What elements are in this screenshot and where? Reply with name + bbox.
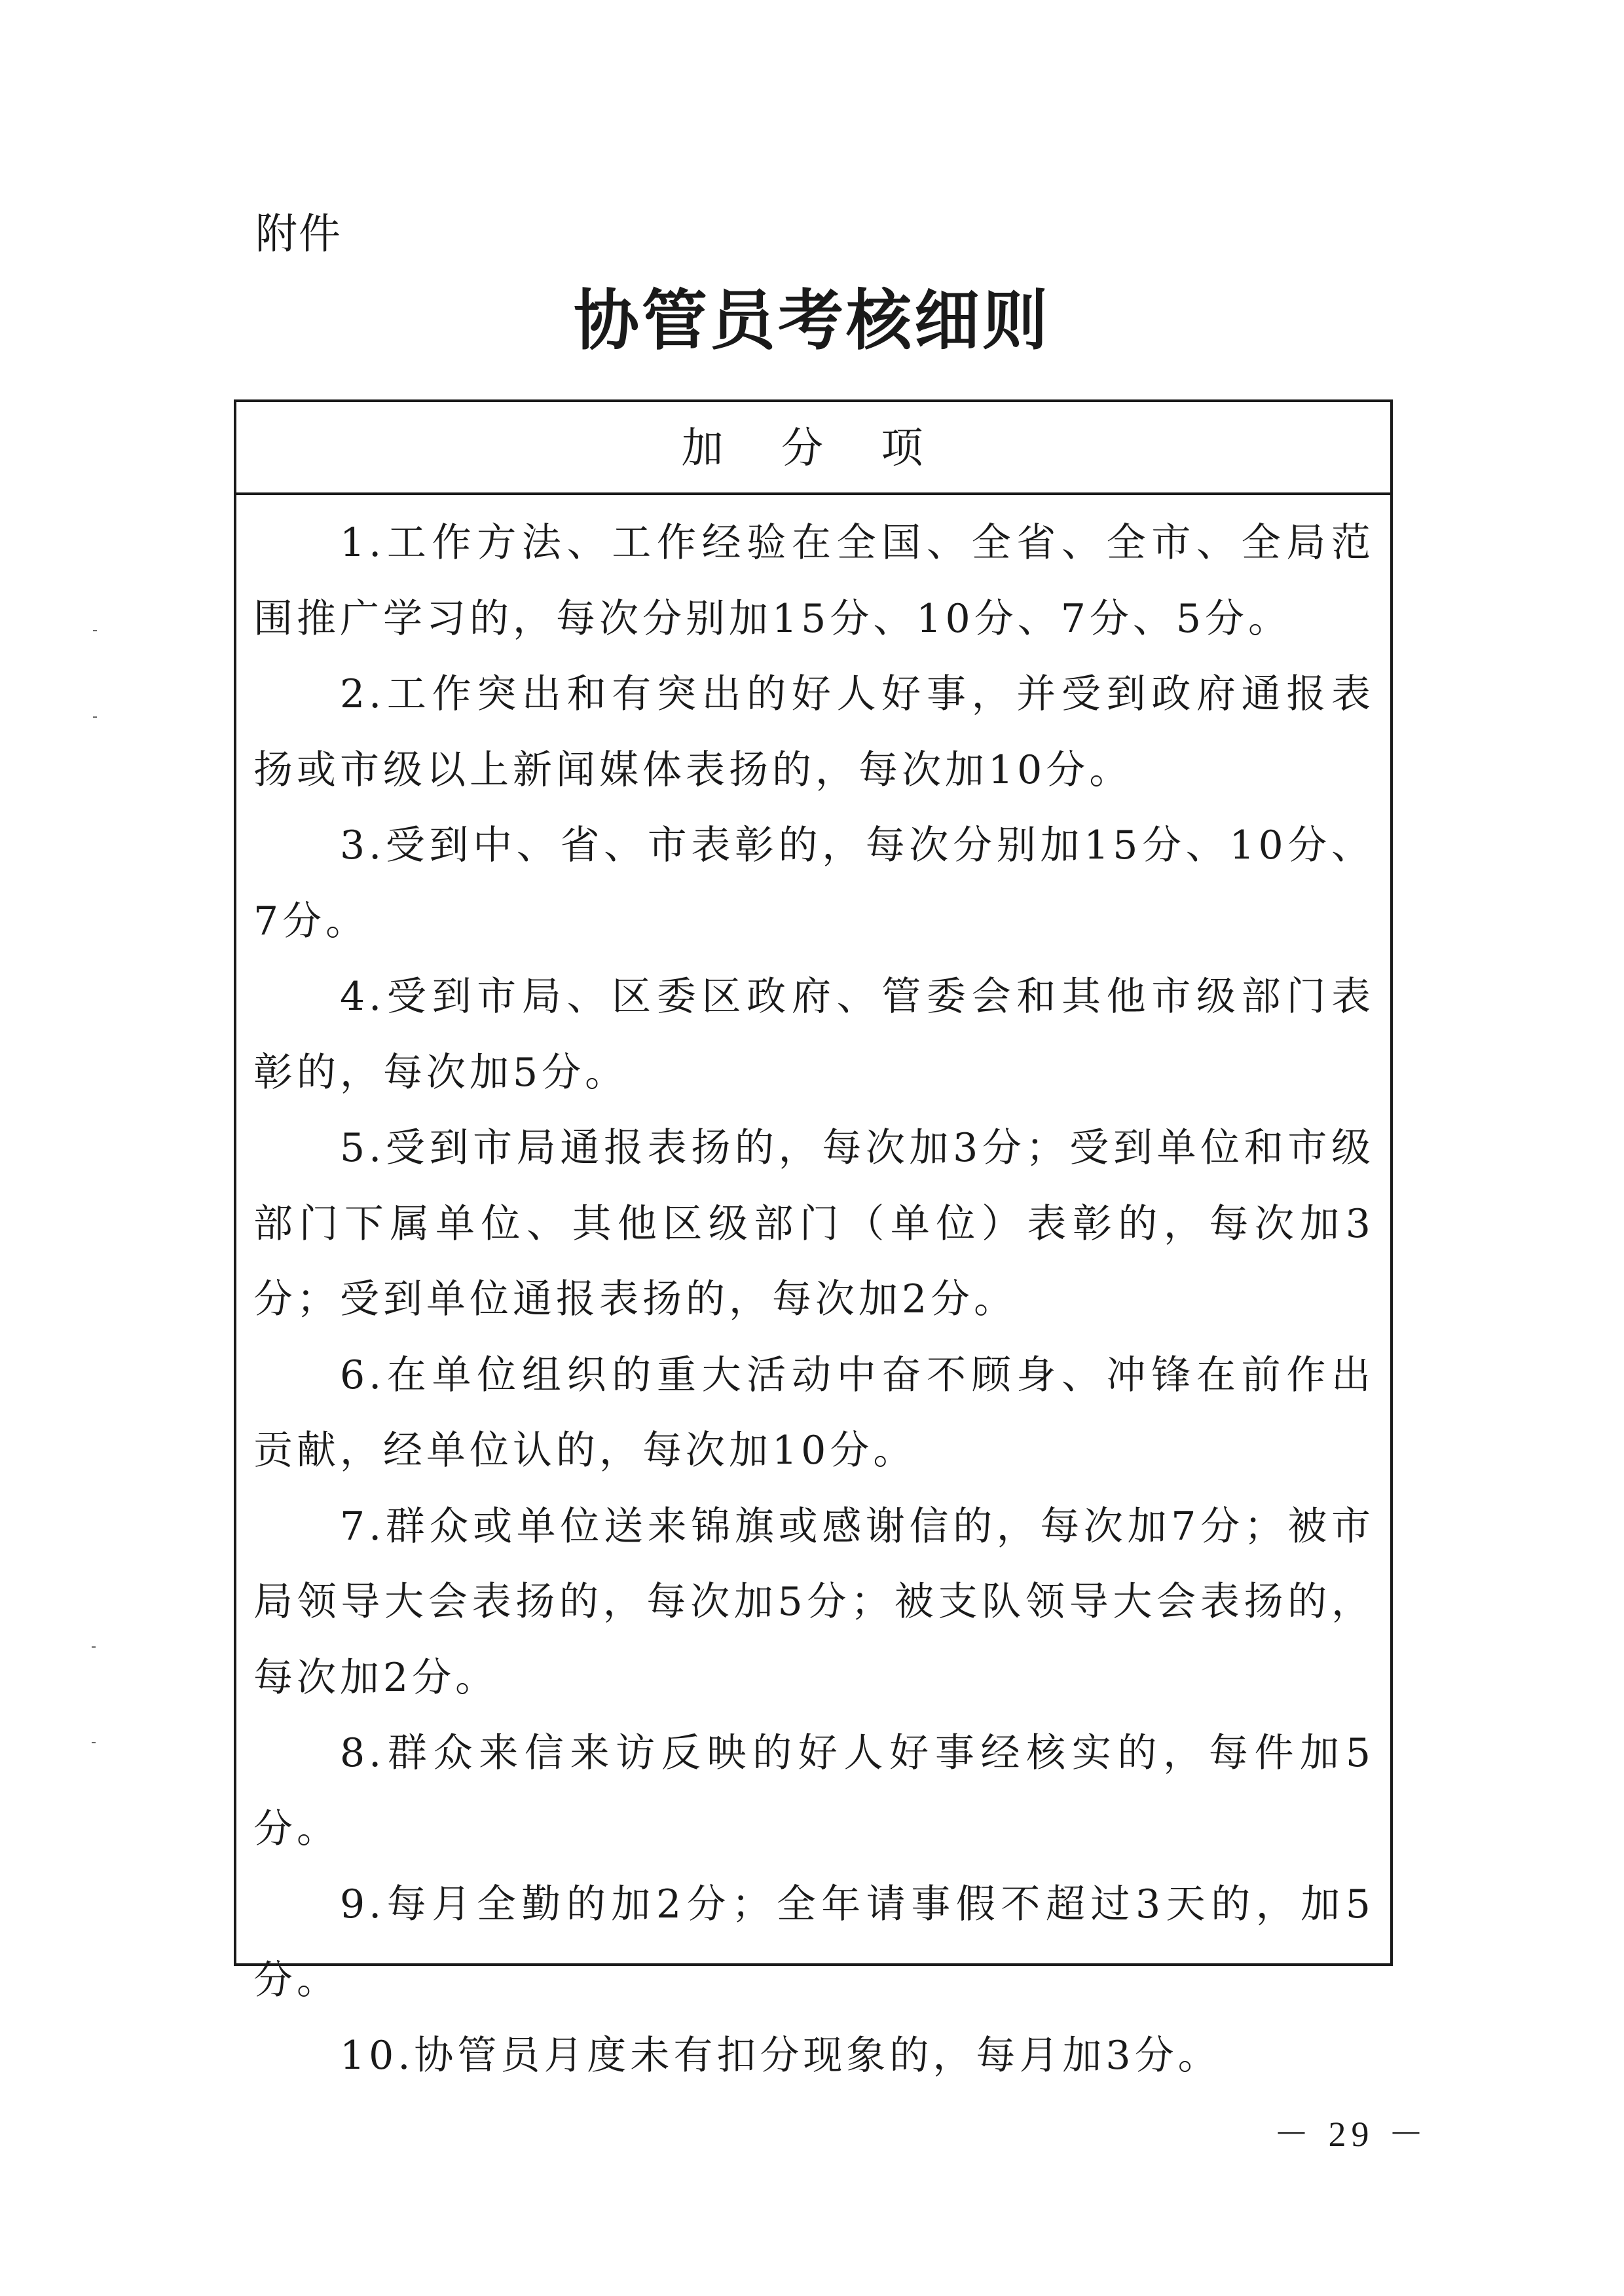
list-item: 1.工作方法、工作经验在全国、全省、全市、全局范围推广学习的，每次分别加15分、10分、7分、5分。 [253,520,1375,642]
list-item: 6.在单位组织的重大活动中奋不顾身、冲锋在前作出贡献，经单位认的，每次加10分。 [253,1352,1375,1473]
scan-mark [92,1742,96,1743]
list-item: 2.工作突出和有突出的好人好事，并受到政府通报表扬或市级以上新闻媒体表扬的，每次加10分。 [253,671,1375,793]
scan-mark [93,716,97,718]
scan-mark [92,1646,96,1648]
page-title: 协管员考核细则 [574,282,1050,359]
list-item: 9.每月全勤的加2分；全年请事假不超过3天的，加5分。 [253,1881,1375,2003]
attachment-label: 附件 [255,210,342,259]
list-item: 4.受到市局、区委区政府、管委会和其他市级部门表彰的，每次加5分。 [253,974,1375,1096]
list-item: 8.群众来信来访反映的好人好事经核实的，每件加5分。 [253,1730,1375,1852]
scoring-table [234,399,1393,2079]
page-number: － 29 － [1274,2115,1429,2154]
list-item: 10.协管员月度未有扣分现象的，每月加3分。 [340,2033,1221,2079]
list-item: 3.受到中、省、市表彰的，每次分别加15分、10分、7分。 [253,823,1375,944]
bonus-items-list [253,506,1375,2094]
scan-mark [93,630,97,631]
list-item: 5.受到市局通报表扬的，每次加3分；受到单位和市级部门下属单位、其他区级部门（单位）表彰的，每次加3分；受到单位通报表扬的，每次加2分。 [253,1125,1375,1322]
list-item: 7.群众或单位送来锦旗或感谢信的，每次加7分；被市局领导大会表扬的，每次加5分；被支队领导大会表扬的，每次加2分。 [253,1503,1375,1701]
table-header: 加 分 项 [236,402,1390,495]
